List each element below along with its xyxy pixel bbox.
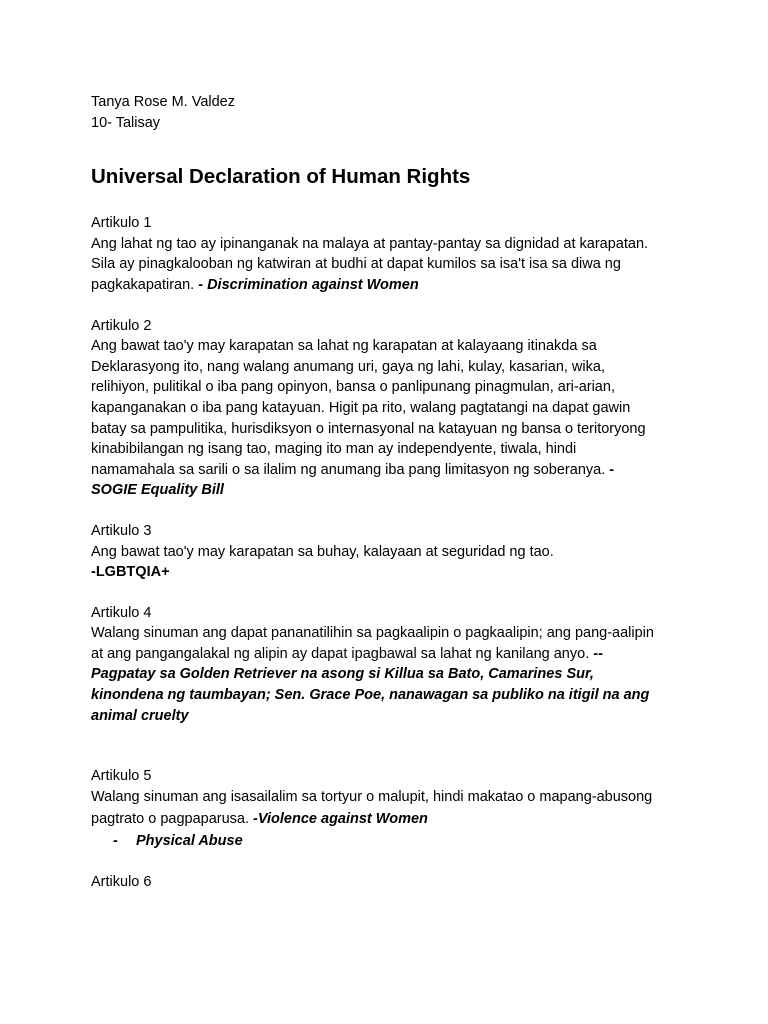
article-text-line: kapanganakan o iba pang katayuan. Higit pa rito, walang pagtatangi na dapat gawin: [91, 399, 631, 416]
article-text-line: [91, 275, 691, 296]
author-name: Tanya Rose M. Valdez: [91, 94, 235, 110]
article-6: [91, 872, 691, 893]
article-text-line: [91, 460, 691, 481]
article-1: [91, 213, 691, 295]
bullet-item: [91, 831, 691, 852]
article-text-line: batay sa pampulitika, hurisdiksyon o internasyonal na katayuan ng bansa o teritoryong: [91, 420, 646, 437]
article-highlight-line: animal cruelty: [91, 707, 189, 724]
bullet-dash: -: [113, 833, 118, 850]
article-heading: Artikulo 3: [91, 522, 152, 539]
article-5: [91, 766, 691, 852]
article-text: namamahala sa sarili o sa ilalim ng anumang iba pang limitasyon ng soberanya.: [91, 461, 610, 478]
article-heading: Artikulo 5: [91, 768, 152, 785]
article-highlight: SOGIE Equality Bill: [91, 482, 224, 499]
article-text-line: kinabibilangan ng isang tao, maging ito man ay independyente, tiwala, hindi: [91, 441, 577, 458]
article-heading: Artikulo 2: [91, 317, 152, 334]
article-text-line: Ang lahat ng tao ay ipinanganak na malaya at pantay-pantay sa dignidad at karapatan.: [91, 235, 649, 252]
article-highlight-dash: -: [609, 461, 615, 478]
article-highlight: -Violence against Women: [253, 811, 428, 828]
article-heading: Artikulo 6: [91, 874, 152, 891]
article-heading: Artikulo 1: [91, 215, 152, 232]
document-title: Universal Declaration of Human Rights: [91, 165, 471, 189]
class-section: 10- Talisay: [91, 114, 161, 131]
article-text-line: [91, 807, 691, 831]
article-highlight-line: kinondena ng taumbayan; Sen. Grace Poe, nanawagan sa publiko na itigil na ang: [91, 687, 650, 704]
article-4: [91, 603, 691, 727]
article-3: [91, 521, 691, 583]
article-text-line: Ang bawat tao'y may karapatan sa buhay, kalayaan at seguridad ng tao.: [91, 543, 554, 560]
article-text: pagkakapatiran.: [91, 276, 199, 293]
article-highlight-dash: --: [593, 645, 603, 662]
article-highlight-line: Pagpatay sa Golden Retriever na asong si Killua sa Bato, Camarines Sur,: [91, 666, 594, 683]
article-2: [91, 316, 691, 501]
article-text-line: relihiyon, pulitikal o iba pang opinyon, bansa o panlipunang pinagmulan, ari-arian,: [91, 379, 615, 396]
article-text-line: [91, 644, 691, 665]
article-text: at ang pangangalakal ng alipin ay dapat ipagbawal sa lahat ng kanilang anyo.: [91, 645, 594, 662]
article-text-line: Deklarasyong ito, nang walang anumang uri, gaya ng lahi, kulay, kasarian, wika,: [91, 358, 605, 375]
article-text-line: Walang sinuman ang isasailalim sa tortyur o malupit, hindi makatao o mapang-abusong: [91, 788, 653, 805]
article-text-line: Sila ay pinagkalooban ng katwiran at budhi at dapat kumilos sa isa't isa sa diwa ng: [91, 256, 621, 273]
article-heading: Artikulo 4: [91, 604, 152, 621]
document-page: [91, 92, 691, 913]
article-highlight: -LGBTQIA+: [91, 564, 170, 581]
bullet-text: Physical Abuse: [136, 833, 243, 850]
article-highlight: - Discrimination against Women: [198, 276, 419, 293]
article-text: pagtrato o pagpaparusa.: [91, 811, 254, 828]
article-text-line: Walang sinuman ang dapat pananatilihin sa pagkaalipin o pagkaalipin; ang pang-aalipin: [91, 625, 654, 642]
article-text-line: Ang bawat tao'y may karapatan sa lahat ng karapatan at kalayaang itinakda sa: [91, 338, 597, 355]
